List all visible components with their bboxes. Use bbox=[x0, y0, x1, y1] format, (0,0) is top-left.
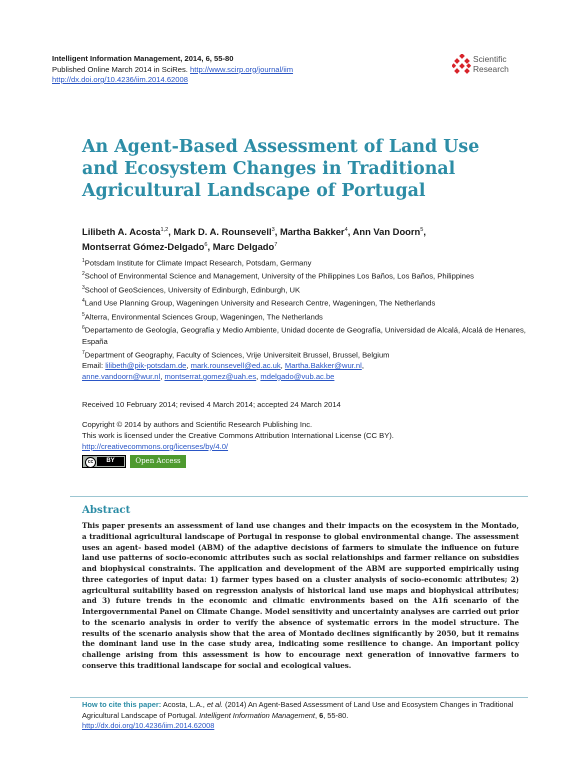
email-link[interactable]: anne.vandoorn@wur.nl bbox=[82, 371, 161, 381]
email-line: Email: lilibeth@pik-potsdam.de, mark.rounsevell@ed.ac.uk, Martha.Bakker@wur.nl, anne.vandoorn@wur.nl, montserrat.gomez@uah.es, mdelgado@vub.ac.be bbox=[82, 360, 364, 381]
received-dates: Received 10 February 2014; revised 4 March 2014; accepted 24 March 2014 bbox=[82, 400, 341, 409]
license-link[interactable]: http://creativecommons.org/licenses/by/4.0/ bbox=[82, 441, 229, 451]
author-affiliation-marker: 7 bbox=[274, 241, 278, 248]
logo-text bbox=[473, 54, 509, 74]
cite-authors: Acosta, L.A., bbox=[162, 700, 205, 709]
author-name: Marc Delgado bbox=[212, 240, 275, 252]
affiliation bbox=[82, 256, 528, 269]
author bbox=[280, 226, 348, 237]
author-name: Lilibeth A. Acosta bbox=[82, 226, 161, 238]
affiliation-text: Alterra, Environmental Sciences Group, Wageningen, The Netherlands bbox=[84, 312, 323, 322]
abstract-heading: Abstract bbox=[82, 504, 131, 516]
email-link[interactable]: Martha.Bakker@wur.nl bbox=[284, 360, 362, 370]
license-line: This work is licensed under the Creative Commons Attribution International License (CC BY). bbox=[82, 430, 394, 440]
author bbox=[82, 241, 208, 252]
affiliation-number: 7 bbox=[82, 349, 85, 356]
affiliation-text: Land Use Planning Group, Wageningen University and Research Centre, Wageningen, The Netherlands bbox=[84, 298, 436, 308]
author-affiliation-marker: 4 bbox=[344, 227, 348, 233]
cc-icon: cc bbox=[85, 457, 96, 468]
email-link[interactable]: mark.rounsevell@ed.ac.uk bbox=[190, 360, 281, 370]
affiliation-text: School of Environmental Science and Management, University of the Philippines Los Baños, Los Baños, Philippines bbox=[84, 271, 474, 281]
email-link[interactable]: montserrat.gomez@uah.es bbox=[164, 371, 257, 381]
journal-header bbox=[52, 54, 293, 86]
affiliation-number: 2 bbox=[82, 271, 85, 278]
affiliation bbox=[82, 323, 528, 347]
cite-volume: 6 bbox=[319, 710, 324, 720]
affiliation bbox=[82, 310, 528, 323]
logo-line2: Research bbox=[473, 64, 509, 74]
email-label: Email: bbox=[82, 360, 104, 370]
affiliation-number: 1 bbox=[82, 258, 85, 264]
published-prefix: Published Online March 2014 in SciRes. bbox=[52, 64, 188, 74]
affiliation bbox=[82, 283, 528, 296]
cite-pages: , 55-80. bbox=[323, 710, 349, 720]
cc-by-badge[interactable] bbox=[82, 455, 126, 468]
author-affiliation-marker: 6 bbox=[204, 241, 208, 248]
cite-label: How to cite this paper: bbox=[82, 700, 162, 709]
affiliation-number: 4 bbox=[82, 298, 85, 305]
author bbox=[353, 226, 424, 237]
author bbox=[173, 226, 274, 237]
open-access-badge[interactable]: Open Access bbox=[130, 455, 186, 468]
copyright-block bbox=[82, 420, 528, 453]
paper-title: An Agent-Based Assessment of Land Use and Ecosystem Changes in Traditional Agricultural Landscape of Portugal bbox=[82, 137, 480, 201]
affiliation-text: Departamento de Geología, Geografía y Medio Ambiente, Unidad docente de Geografía, Universidad de Alcalá, Alcalá de Henares, España bbox=[82, 325, 526, 346]
author-list: Lilibeth A. Acosta$^{1,2}$, Mark D. A. Rounsevell$^3$, Martha Bakker$^4$, Ann Van Doorn$^5$, Montserrat Gómez-Delgado$^6$, Marc Delgado$^7$ bbox=[82, 226, 427, 252]
affiliation-number: 6 bbox=[82, 325, 85, 332]
author-affiliation-marker: 3 bbox=[271, 227, 275, 233]
logo-mark-icon bbox=[452, 54, 472, 76]
author-affiliation-marker: 5 bbox=[420, 227, 424, 233]
author-affiliation-marker: 1,2 bbox=[160, 227, 169, 233]
affiliation bbox=[82, 269, 528, 282]
author-name: Mark D. A. Rounsevell bbox=[173, 226, 272, 238]
affiliation bbox=[82, 296, 528, 309]
affiliation-number: 5 bbox=[82, 311, 85, 318]
author-name: Montserrat Gómez-Delgado bbox=[82, 240, 205, 252]
author-name: Ann Van Doorn bbox=[352, 226, 421, 238]
author bbox=[213, 241, 278, 252]
logo-line1: Scientific bbox=[473, 54, 507, 64]
journal-citation-line: Intelligent Information Management, 2014, 6, 55-80 bbox=[52, 54, 234, 63]
published-line bbox=[52, 65, 293, 76]
affiliation-text: School of GeoSciences, University of Edinburgh, Edinburgh, UK bbox=[84, 285, 301, 295]
doi-link[interactable]: http://dx.doi.org/10.4236/iim.2014.62008 bbox=[52, 75, 188, 84]
cite-doi-link[interactable]: http://dx.doi.org/10.4236/iim.2014.62008 bbox=[82, 721, 215, 731]
copyright-line: Copyright © 2014 by authors and Scientific Research Publishing Inc. bbox=[82, 420, 313, 429]
journal-url-link[interactable]: http://www.scirp.org/journal/iim bbox=[190, 64, 294, 74]
cite-et-al: et al. bbox=[206, 700, 223, 709]
how-to-cite: How to cite this paper: Acosta, L.A., et al. (2014) An Agent-Based Assessment of Land Use and Ecosystem Changes in Traditional Agricultural Landscape of Portugal. Intelligent Information Management, 6, 55-80. http://dx.doi.org/10.4236/iim.2014.62008 bbox=[82, 700, 514, 731]
affiliation-number: 3 bbox=[82, 284, 85, 291]
by-label: BY bbox=[97, 457, 124, 466]
affiliation-text: Potsdam Institute for Climate Impact Research, Potsdam, Germany bbox=[84, 258, 312, 268]
abstract-body: This paper presents an assessment of land use changes and their impacts on the ecosystem in the Montado, a traditional agricultural landscape of Portugal in response to global environmental change. The assessment uses an agent- based model (ABM) of the adaptive decisions of farmers to simulate the influence on future land use patterns of socio-economic attributes such as social relationships and farmer reliance on subsidies and biophysical constraints. The application and development of the ABM are supported empirically using three categories of input data: 1) farmer types based on a cluster analysis of socio-economic attributes; 2) agricultural suitability based on regression analysis of historical land use maps and biophysical attributes; and 3) future trends in the economic and climatic environments based on the A1fi scenario of the Intergovernmental Panel on Climate Change. Model sensitivity and uncertainty analyses are carried out prior to the scenario analysis in order to verify the absence of systematic errors in the model structure. The results of the scenario analysis show that the area of Montado declines significantly by 2050, but it remains the dominant land use in the case study area, indicating some resilience to change. An important policy challenge arising from this assessment is how to encourage next generation of innovative farmers to conserve this traditional landscape for social and ecological values. bbox=[82, 521, 519, 670]
email-link[interactable]: mdelgado@vub.ac.be bbox=[260, 371, 335, 381]
author bbox=[82, 226, 168, 237]
affiliation bbox=[82, 348, 528, 361]
cite-text: (2014) An Agent-Based Assessment of Land Use and Ecosystem Changes in Traditional Agricultural Landscape of Portugal. bbox=[82, 700, 514, 720]
email-link[interactable]: lilibeth@pik-potsdam.de bbox=[105, 360, 187, 370]
cite-journal: Intelligent Information Management bbox=[199, 710, 315, 720]
affiliation-text: Department of Geography, Faculty of Sciences, Vrije Universiteit Brussel, Brussel, Belgium bbox=[84, 350, 390, 360]
scientific-research-logo[interactable] bbox=[452, 52, 522, 82]
author-name: Martha Bakker bbox=[279, 226, 345, 238]
affiliation-list bbox=[82, 256, 528, 383]
